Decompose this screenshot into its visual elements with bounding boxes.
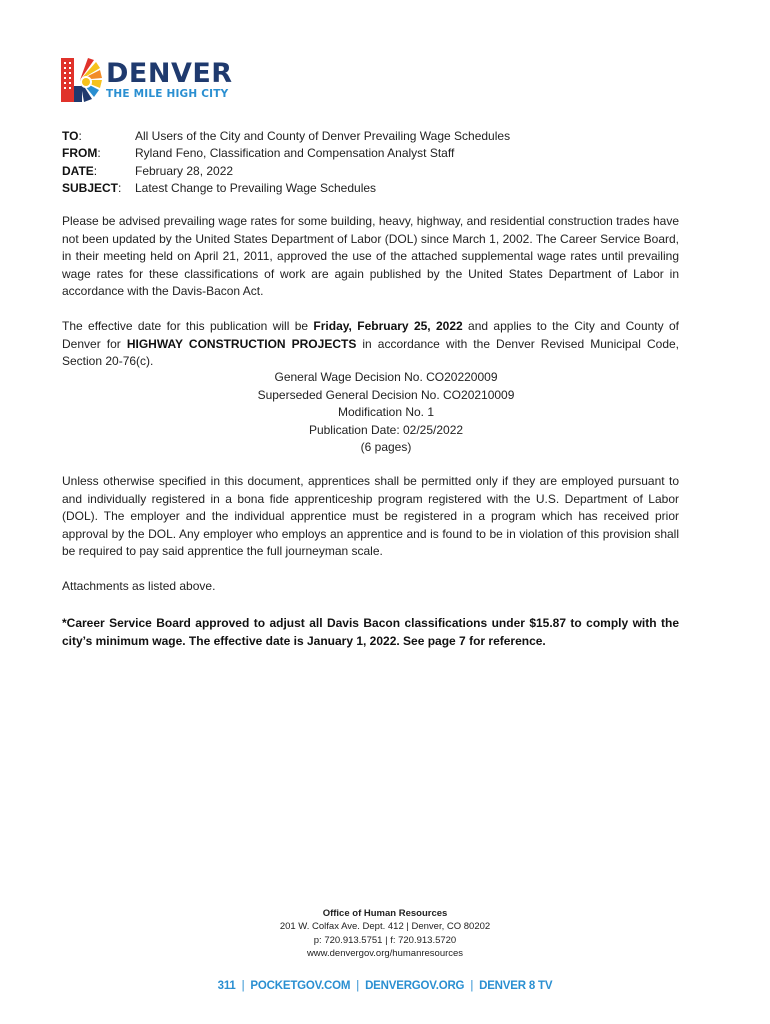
memo-subject-value: Latest Change to Prevailing Wage Schedules [135, 181, 377, 196]
link-311[interactable]: 311 [217, 980, 236, 992]
from-label-text: FROM [62, 146, 98, 161]
footer-phone: p: 720.913.5751 | f: 720.913.5720 [313, 934, 457, 946]
p2-text-e: in accordance with the Denver Revised Municipal Code, Section 20-76(c). [62, 336, 680, 368]
logo-name: DENVER [106, 58, 233, 89]
effective-date: Friday, February 25, 2022 [313, 319, 463, 333]
date-label-text: DATE [62, 163, 94, 178]
paragraph-board-note: *Career Service Board approved to adjust all Davis Bacon classifications under $15.87 to comply with the city’s minimum wage. The effective date is January 1, 2022. See page 7 for reference. [62, 616, 679, 648]
denver-emblem-icon [58, 56, 102, 104]
link-separator: | [241, 980, 245, 992]
to-label-text: TO [62, 129, 79, 143]
modification-number: Modification No. 1 [337, 405, 435, 419]
p2-text-a: The effective date for this publication will be [62, 319, 314, 333]
memo-from-value: Ryland Feno, Classification and Compensation Analyst Staff [135, 146, 455, 161]
publication-date: Publication Date: 02/25/2022 [308, 422, 464, 437]
footer-address: 201 W. Colfax Ave. Dept. 412 | Denver, CO 80202 [279, 921, 491, 933]
memo-to-label: TO: [62, 129, 82, 143]
paragraph-notice: Please be advised prevailing wage rates for some building, heavy, highway, and residential construction trades have not been updated by the United States Department of Labor (DOL) since March 1, 2002. The Career Service Board, in their meeting held on April 21, 2011, approved the use of the attached supplemental wage rates until prevailing wage rates for these classifications of work are again published by the United States Department of Labor in accordance with the Davis-Bacon Act. [62, 214, 679, 298]
paragraph-attachments: Attachments as listed above. [62, 579, 216, 593]
page-count: (6 pages) [360, 440, 412, 454]
memo-from-row [62, 145, 702, 162]
footer-website[interactable]: www.denvergov.org/humanresources [306, 948, 464, 960]
footer-links [150, 980, 620, 992]
wage-decision-block [62, 369, 710, 457]
memo-date-label: DATE: [62, 163, 98, 178]
memo-to-row [62, 128, 702, 145]
memo-date-row [62, 163, 702, 180]
superseded-decision: Superseded General Decision No. CO20210009 [257, 387, 515, 402]
memo-subject-row [62, 180, 702, 197]
decision-number: General Wage Decision No. CO20220009 [274, 370, 498, 384]
project-type: HIGHWAY CONSTRUCTION PROJECTS [126, 336, 357, 351]
memo-to-value: All Users of the City and County of Denver Prevailing Wage Schedules [135, 129, 511, 143]
denver-logo [58, 56, 258, 106]
p2-text-c: and applies to the City and County of Denver for [62, 319, 679, 351]
subject-label-text: SUBJECT [62, 181, 119, 196]
link-separator: | [470, 980, 474, 992]
footer-contact [150, 907, 620, 961]
memo-from-label: FROM: [62, 146, 101, 161]
paragraph-effective-date [62, 318, 679, 371]
memo-header [62, 128, 702, 198]
footer-office: Office of Human Resources [322, 908, 448, 919]
link-denver8tv[interactable]: DENVER 8 TV [479, 980, 553, 992]
memo-date-value: February 28, 2022 [135, 163, 234, 178]
logo-tagline: THE MILE HIGH CITY [106, 88, 229, 100]
link-separator: | [356, 980, 360, 992]
paragraph-apprentices: Unless otherwise specified in this document, apprentices shall be permitted only if they are employed pursuant to and individually registered in a bona fide apprenticeship program registered with the U.S. Department of Labor (DOL). The employer and the individual apprentice must be registered in a program which has received prior approval by the DOL. Any employer who employs an apprentice and is found to be in violation of this provision shall be required to pay said apprentice the full journeyman scale. [62, 474, 679, 558]
memo-subject-label: SUBJECT: [62, 181, 122, 196]
link-denvergov[interactable]: DENVERGOV.ORG [365, 980, 465, 992]
link-pocketgov[interactable]: POCKETGOV.COM [250, 980, 351, 992]
